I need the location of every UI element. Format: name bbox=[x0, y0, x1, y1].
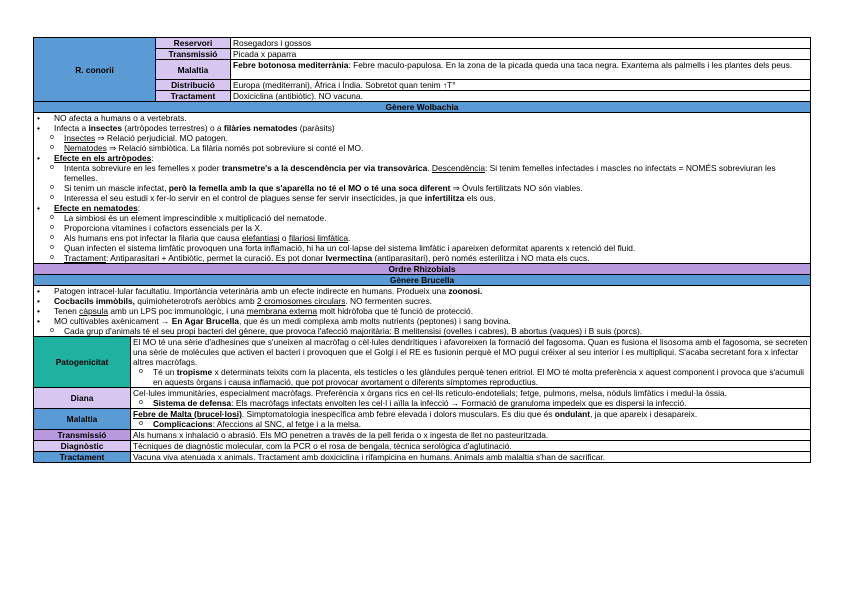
wolbachia-header: Gènere Wolbachia bbox=[34, 102, 811, 113]
list-item: o Interessa el seu estudi x fer-lo servir en el control de plagues sense fer servir insecticides, ja que infertilitza els ous. bbox=[34, 193, 810, 203]
reservori-label: Reservori bbox=[156, 38, 231, 49]
list-item: o Si tenim un mascle infectat, però la femella amb la que s'aparella no té el MO o té una soca diferent ⇒ Òvuls fertilitzats NO són viables. bbox=[34, 183, 810, 193]
list-item: o La simbiosi és un element imprescindible x multiplicació del nematode. bbox=[34, 213, 810, 223]
diagnostic-value: Tècniques de diagnòstic molecular, com la PCR o el rosa de bengala, tècnica serològica d'aglutinació. bbox=[131, 441, 811, 452]
brucella-content bbox=[34, 286, 811, 337]
list-item: • Efecte en els artròpodes: bbox=[34, 153, 810, 163]
brucella-table bbox=[33, 336, 811, 463]
list-item: o Insectes ⇒ Relació perjudicial. MO patogen. bbox=[34, 133, 810, 143]
malaltia-value: Febre botonosa mediterrània: Febre maculo-papulosa. En la zona de la picada queda una taca negra. Exantema als palmells i les plantes dels peus. bbox=[231, 60, 811, 80]
transmissio-value: Picada x paparra bbox=[231, 49, 811, 60]
diagnostic-label: Diagnòstic bbox=[34, 441, 131, 452]
transmissio-label: Transmissió bbox=[156, 49, 231, 60]
list-item: o Intenta sobreviure en les femelles x poder transmetre's a la descendència per via transovàrica. Descendència: Si tenim femelles infectades i mascles no infectats = NOMÉS sobreviuran les femelles. bbox=[34, 163, 810, 183]
tractament-label: Tractament bbox=[156, 91, 231, 102]
list-item: • Tenen càpsula amb un LPS poc immunològic, i una membrana externa molt hidròfoba que té funció de protecció. bbox=[34, 306, 810, 316]
diana-value: Cel·lules immunitàries, especialment macròfags. Preferència x òrgans rics en cel·lls reticulo-endotelials; fetge, pulmons, melsa, nòduls limfàtics i medul·la òssia. o Sistema de defensa: Els macròfags infectats envolten les cel·l i aïlla la infecció → Formació de granuloma impedeix que es dispersi la infecció. bbox=[131, 388, 811, 409]
diana-label: Diana bbox=[34, 388, 131, 409]
list-item: • Cocbacils immòbils, quimioheterotrofs aeròbics amb 2 cromosomes circulars. NO fermenten sucres. bbox=[34, 296, 810, 306]
malaltia-label: Malaltia bbox=[156, 60, 231, 80]
list-item: • Infecta a insectes (artròpodes terrestres) o a filàries nematodes (paràsits) bbox=[34, 123, 810, 133]
list-item: o Nematodes ⇒ Relació simbiòtica. La filària només pot sobreviure si conté el MO. bbox=[34, 143, 810, 153]
rhizobiales-header: Ordre Rhizobials bbox=[34, 264, 811, 275]
distribucio-label: Distribució bbox=[156, 80, 231, 91]
list-item: • Patogen intracel·lular facultatiu. Importància veterinària amb un efecte indirecte en humans. Produeix una zoonosi. bbox=[34, 286, 810, 296]
list-item: o Als humans ens pot infectar la filaria que causa elefantiasi o filariosi limfàtica. bbox=[34, 233, 810, 243]
tractament-value-2: Vacuna viva atenuada x animals. Tractament amb doxiciclina i rifampicina en humans. Animals amb malaltia s'han de sacrificar. bbox=[131, 452, 811, 463]
list-item: o Proporciona vitamines i cofactors essencials per la X. bbox=[34, 223, 810, 233]
patogenicitat-value: El MO té una sèrie d'adhesines que s'uneixen al macròfag o cèl·lules dendrítiques i afavoreixen la formació del fagosoma. Quan es fusiona el lisosoma amb el fagosoma, se secreten una sèrie de molècules que activen el bacteri i provoquen que el Golgi i el RE es fusionin perquè el MO pugui créixer al seu interior i es multipliqui. S'acaba secretant fora x infectar altres macròfags. o Té un tropisme x determinats teixits com la placenta, els testicles o les glàndules perquè tenen eritriol. El MO té molta preferència x aquest component i provoca que s'acumuli en aquests òrgans i causa inflamació, que pot provocar avortament o diferents símptomes reproductius. bbox=[131, 337, 811, 388]
wolbachia-content bbox=[34, 113, 811, 264]
tractament-label-2: Tractament bbox=[34, 452, 131, 463]
transmissio-value-2: Als humans x inhalació o abrasió. Els MO penetren a través de la pell ferida o x ingesta de llet no pasteuritzada. bbox=[131, 430, 811, 441]
list-item: • Efecte en nematodes: bbox=[34, 203, 810, 213]
malaltia-label-2: Malaltia bbox=[34, 409, 131, 430]
transmissio-label-2: Transmissió bbox=[34, 430, 131, 441]
list-item: • MO cultivables axènicament → En Agar Brucella, que és un medi complexa amb molts nutrients (peptones) i sang bovina. bbox=[34, 316, 810, 326]
list-item: o Tractament: Antiparasitari + Antibiòtic, permet la curació. Es pot donar Ivermectina (antiparasitari), però només esterilitza i NO mata els cucs. bbox=[34, 253, 810, 263]
r-conorii-cell: R. conorii bbox=[34, 38, 156, 102]
r-conorii-table bbox=[33, 37, 811, 337]
reservori-value: Rosegadors i gossos bbox=[231, 38, 811, 49]
brucella-header: Gènere Brucella bbox=[34, 275, 811, 286]
patogenicitat-label: Patogenicitat bbox=[34, 337, 131, 388]
list-item: • NO afecta a humans o a vertebrats. bbox=[34, 113, 810, 123]
malaltia-value-2: Febre de Malta (brucel·losi). Simptomatologia inespecífica amb febre elevada i dolors musculars. Es diu que és ondulant, ja que apareix i desapareix. o Complicacions: Afeccions al SNC, al fetge i a la melsa. bbox=[131, 409, 811, 430]
tractament-value: Doxiciclina (antibiòtic). NO vacuna. bbox=[231, 91, 811, 102]
list-item: o Cada grup d'animals té el seu propi bacteri del gènere, que provoca l'afecció majoritària: B melitensisi (ovelles i cabres), B abortus (vaques) i B suis (porcs). bbox=[34, 326, 810, 336]
distribucio-value: Europa (mediterrani), Àfrica i Índia. Sobretot quan tenim ↑T° bbox=[231, 80, 811, 91]
list-item: o Quan infecten el sistema limfàtic provoquen una forta inflamació, hi ha un col·lapse del sistema limfàtic i apareixen deformitat aparents x retenció del fluid. bbox=[34, 243, 810, 253]
